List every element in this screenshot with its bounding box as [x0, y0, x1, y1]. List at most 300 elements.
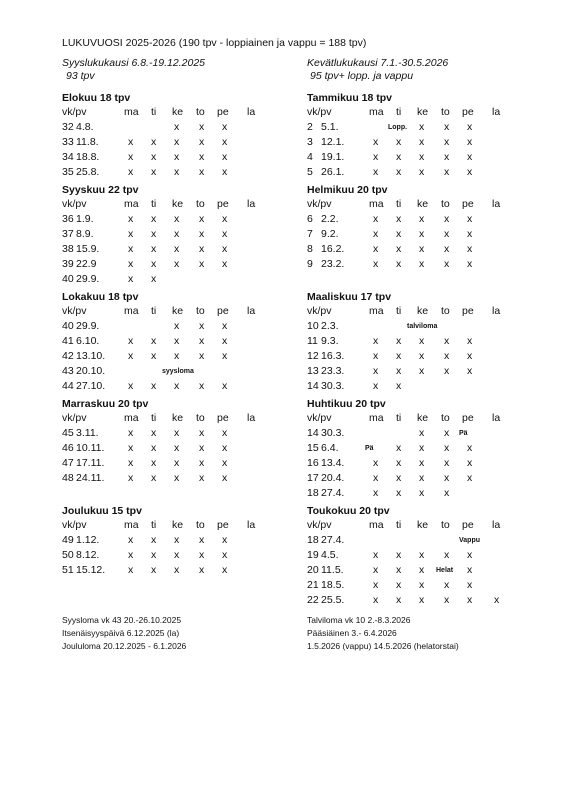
weekday-label: ma [124, 106, 139, 118]
weekday-label: ma [369, 412, 384, 424]
week-row [62, 548, 322, 563]
school-day-mark: x [444, 228, 450, 240]
school-day-mark: x [199, 442, 205, 454]
week-row [62, 456, 322, 471]
weekday-label: ti [396, 198, 402, 210]
month-block [62, 183, 322, 287]
weekday-label: pe [217, 519, 229, 531]
school-day-mark: x [419, 579, 425, 591]
week-row [62, 441, 322, 456]
school-day-mark: x [128, 151, 134, 163]
month-title: Elokuu 18 tpv [62, 92, 131, 104]
weekday-label: ke [172, 412, 184, 424]
week-number: 10 [307, 320, 319, 332]
weekday-label: to [441, 412, 450, 424]
weekday-label: ke [417, 198, 429, 210]
week-number: 43 [62, 365, 74, 377]
school-day-mark: x [222, 472, 228, 484]
week-number: 41 [62, 335, 74, 347]
week-start-date: 13.10. [76, 350, 106, 362]
week-start-date: 23.2. [321, 258, 345, 270]
school-day-mark: x [396, 151, 402, 163]
school-day-mark: x [174, 243, 180, 255]
school-day-mark: x [222, 457, 228, 469]
autumn-term-title: Syyslukukausi 6.8.-19.12.2025 [62, 57, 206, 69]
school-day-mark: x [396, 243, 402, 255]
week-row [62, 533, 322, 548]
week-row [62, 212, 322, 227]
school-day-mark: x [174, 350, 180, 362]
school-day-mark: x [151, 472, 157, 484]
holiday-marker: Lopp. [388, 124, 408, 131]
weekday-label: ke [172, 198, 184, 210]
weekday-label: la [492, 412, 501, 424]
weekday-label: ti [151, 305, 157, 317]
school-day-mark: x [128, 380, 134, 392]
footer-line: Pääsiäinen 3.- 6.4.2026 [307, 628, 397, 638]
school-day-mark: x [419, 487, 425, 499]
week-start-date: 25.5. [321, 594, 345, 606]
school-day-mark: x [199, 121, 205, 133]
school-day-mark: x [174, 457, 180, 469]
school-day-mark: x [444, 213, 450, 225]
week-row [307, 533, 565, 548]
week-start-date: 18.5. [321, 579, 345, 591]
weekday-label: ke [172, 519, 184, 531]
weekday-label: ke [172, 106, 184, 118]
school-day-mark: x [444, 594, 450, 606]
week-number: 46 [62, 442, 74, 454]
week-header [62, 518, 322, 533]
footer-line: Joululoma 20.12.2025 - 6.1.2026 [62, 641, 187, 651]
school-day-mark: x [222, 564, 228, 576]
school-day-mark: x [419, 350, 425, 362]
week-header [62, 105, 322, 120]
school-day-mark: x [222, 335, 228, 347]
school-day-mark: x [222, 213, 228, 225]
school-day-mark: x [199, 549, 205, 561]
week-row [307, 578, 565, 593]
school-day-mark: x [419, 549, 425, 561]
school-day-mark: x [396, 228, 402, 240]
week-row [307, 349, 565, 364]
school-day-mark: x [128, 335, 134, 347]
week-row [307, 548, 565, 563]
month-block [62, 504, 322, 578]
weekday-label: pe [217, 305, 229, 317]
school-day-mark: x [199, 534, 205, 546]
week-row [62, 334, 322, 349]
school-day-mark: x [174, 213, 180, 225]
school-day-mark: x [467, 136, 473, 148]
school-day-mark: x [373, 564, 379, 576]
week-row [307, 120, 565, 135]
week-start-date: 25.8. [76, 166, 100, 178]
week-number: 18 [307, 534, 319, 546]
month-block [62, 397, 322, 486]
school-day-mark: x [419, 228, 425, 240]
weekday-label: la [247, 519, 256, 531]
week-row [307, 165, 565, 180]
week-start-date: 27.4. [321, 487, 345, 499]
week-header [307, 105, 565, 120]
school-day-mark: x [222, 320, 228, 332]
holiday-marker: Vappu [459, 537, 481, 544]
weekday-label: ke [172, 305, 184, 317]
week-number: 14 [307, 380, 319, 392]
week-row [307, 563, 565, 578]
school-day-mark: x [373, 228, 379, 240]
week-row [307, 334, 565, 349]
school-day-mark: x [467, 121, 473, 133]
week-start-date: 2.3. [321, 320, 339, 332]
weekday-label: ti [396, 305, 402, 317]
school-day-mark: x [444, 549, 450, 561]
week-row [307, 379, 565, 394]
weekday-label: la [247, 106, 256, 118]
school-day-mark: x [174, 442, 180, 454]
school-day-mark: x [174, 564, 180, 576]
school-day-mark: x [444, 335, 450, 347]
school-day-mark: x [373, 258, 379, 270]
school-day-mark: x [373, 243, 379, 255]
weekday-label: ma [369, 305, 384, 317]
weekday-label: ti [396, 412, 402, 424]
autumn-holiday-notes [62, 614, 186, 653]
weekday-label: to [196, 198, 205, 210]
week-row [62, 379, 322, 394]
school-day-mark: x [467, 258, 473, 270]
school-day-mark: x [151, 273, 157, 285]
school-day-mark: x [419, 136, 425, 148]
weekday-label: to [196, 519, 205, 531]
week-number: 11 [307, 335, 318, 347]
month-title: Lokakuu 18 tpv [62, 291, 139, 303]
week-row [307, 593, 565, 608]
week-row [307, 441, 565, 456]
week-row [307, 150, 565, 165]
school-day-mark: x [174, 335, 180, 347]
school-day-mark: x [419, 564, 425, 576]
week-row [62, 150, 322, 165]
week-number: 5 [307, 166, 313, 178]
school-day-mark: x [128, 258, 134, 270]
school-day-mark: x [199, 472, 205, 484]
month-title: Maaliskuu 17 tpv [307, 291, 392, 303]
week-row [62, 426, 322, 441]
week-row [62, 165, 322, 180]
week-start-date: 30.3. [321, 427, 345, 439]
week-row [307, 471, 565, 486]
week-start-date: 20.10. [76, 365, 106, 377]
school-day-mark: x [494, 594, 500, 606]
weekday-label: pe [462, 305, 474, 317]
week-number: 50 [62, 549, 74, 561]
week-number: 49 [62, 534, 74, 546]
week-header-label: vk/pv [307, 198, 332, 210]
month-title: Toukokuu 20 tpv [307, 505, 390, 517]
week-header-label: vk/pv [62, 106, 87, 118]
page-title: LUKUVUOSI 2025-2026 (190 tpv - loppiainen ja vappu = 188 tpv) [62, 37, 367, 49]
footer-line: 1.5.2026 (vappu) 14.5.2026 (helatorstai) [307, 641, 459, 651]
school-day-mark: x [199, 427, 205, 439]
school-day-mark: x [174, 427, 180, 439]
week-number: 6 [307, 213, 313, 225]
school-day-mark: x [128, 534, 134, 546]
school-day-mark: x [222, 549, 228, 561]
school-day-mark: x [174, 228, 180, 240]
month-block [62, 91, 322, 180]
week-row [307, 319, 565, 334]
week-start-date: 5.1. [321, 121, 339, 133]
school-day-mark: x [199, 213, 205, 225]
month-block [307, 91, 565, 180]
school-day-mark: x [151, 380, 157, 392]
school-day-mark: x [396, 457, 402, 469]
week-number: 13 [307, 365, 319, 377]
week-start-date: 30.3. [321, 380, 345, 392]
school-day-mark: x [396, 564, 402, 576]
week-number: 42 [62, 350, 74, 362]
school-day-mark: x [419, 151, 425, 163]
school-day-mark: x [174, 320, 180, 332]
school-day-mark: x [373, 457, 379, 469]
school-day-mark: x [373, 335, 379, 347]
school-day-mark: x [467, 442, 473, 454]
school-day-mark: x [151, 151, 157, 163]
week-header [307, 197, 565, 212]
week-start-date: 9.3. [321, 335, 339, 347]
school-day-mark: x [444, 350, 450, 362]
week-start-date: 9.2. [321, 228, 339, 240]
weekday-label: pe [217, 198, 229, 210]
week-start-date: 29.9. [76, 273, 100, 285]
week-start-date: 1.9. [76, 213, 94, 225]
school-day-mark: x [222, 534, 228, 546]
school-day-mark: x [128, 213, 134, 225]
footer-line: Syysloma vk 43 20.-26.10.2025 [62, 615, 182, 625]
week-row [62, 319, 322, 334]
school-day-mark: x [467, 228, 473, 240]
school-day-mark: x [128, 350, 134, 362]
school-day-mark: x [199, 136, 205, 148]
week-start-date: 29.9. [76, 320, 100, 332]
school-day-mark: x [174, 121, 180, 133]
school-day-mark: x [151, 457, 157, 469]
school-day-mark: x [151, 335, 157, 347]
week-row [62, 471, 322, 486]
weekday-label: ke [417, 106, 429, 118]
school-day-mark: x [467, 365, 473, 377]
week-number: 21 [307, 579, 319, 591]
school-day-mark: x [444, 442, 450, 454]
school-day-mark: x [199, 151, 205, 163]
school-day-mark: x [222, 136, 228, 148]
school-day-mark: x [444, 151, 450, 163]
school-day-mark: x [222, 442, 228, 454]
school-day-mark: x [373, 166, 379, 178]
school-day-mark: x [174, 166, 180, 178]
weekday-label: to [441, 198, 450, 210]
school-day-mark: x [373, 549, 379, 561]
week-start-date: 10.11. [76, 442, 105, 454]
week-header-label: vk/pv [307, 305, 332, 317]
holiday-marker: Helat [436, 567, 454, 574]
week-start-date: 27.4. [321, 534, 345, 546]
week-row [62, 563, 322, 578]
month-title: Helmikuu 20 tpv [307, 184, 388, 196]
school-day-mark: x [373, 365, 379, 377]
school-day-mark: x [199, 350, 205, 362]
week-start-date: 17.11. [76, 457, 105, 469]
week-number: 9 [307, 258, 313, 270]
week-row [62, 135, 322, 150]
week-number: 39 [62, 258, 74, 270]
school-day-mark: x [373, 487, 379, 499]
week-row [307, 257, 565, 272]
school-day-mark: x [128, 472, 134, 484]
school-day-mark: x [444, 365, 450, 377]
school-day-mark: x [467, 579, 473, 591]
week-header-label: vk/pv [307, 412, 332, 424]
school-day-mark: x [396, 579, 402, 591]
weekday-label: to [441, 106, 450, 118]
week-start-date: 8.9. [76, 228, 94, 240]
weekday-label: ke [417, 519, 429, 531]
school-day-mark: x [419, 457, 425, 469]
month-block [62, 290, 322, 394]
week-number: 4 [307, 151, 313, 163]
school-day-mark: x [222, 166, 228, 178]
school-day-mark: x [373, 579, 379, 591]
month-title: Marraskuu 20 tpv [62, 398, 149, 410]
school-day-mark: x [151, 258, 157, 270]
week-number: 40 [62, 320, 74, 332]
school-day-mark: x [419, 335, 425, 347]
school-day-mark: x [222, 380, 228, 392]
school-day-mark: x [444, 427, 450, 439]
weekday-label: ti [151, 519, 157, 531]
week-start-date: 13.4. [321, 457, 345, 469]
weekday-label: pe [462, 519, 474, 531]
week-number: 22 [307, 594, 319, 606]
week-start-date: 8.12. [76, 549, 100, 561]
weekday-label: la [247, 305, 256, 317]
school-day-mark: x [467, 549, 473, 561]
weekday-label: to [196, 106, 205, 118]
weekday-label: ma [369, 519, 384, 531]
weekday-label: ma [124, 412, 139, 424]
week-row [307, 135, 565, 150]
weekday-label: ke [417, 412, 429, 424]
month-block [307, 183, 565, 272]
holiday-marker: Pä [459, 430, 468, 437]
week-start-date: 12.1. [321, 136, 345, 148]
school-day-mark: x [419, 472, 425, 484]
week-start-date: 2.2. [321, 213, 339, 225]
school-day-mark: x [373, 213, 379, 225]
week-number: 8 [307, 243, 313, 255]
week-start-date: 6.10. [76, 335, 100, 347]
school-day-mark: x [396, 442, 402, 454]
school-day-mark: x [199, 166, 205, 178]
school-day-mark: x [128, 243, 134, 255]
school-day-mark: x [467, 457, 473, 469]
holiday-marker: Pä [365, 445, 374, 452]
weekday-label: la [247, 198, 256, 210]
footer-line: Talviloma vk 10 2.-8.3.2026 [307, 615, 411, 625]
school-day-mark: x [396, 487, 402, 499]
weekday-label: ma [369, 198, 384, 210]
school-day-mark: x [467, 564, 473, 576]
school-day-mark: x [199, 335, 205, 347]
school-day-mark: x [467, 151, 473, 163]
school-day-mark: x [419, 213, 425, 225]
school-day-mark: x [419, 258, 425, 270]
school-day-mark: x [151, 442, 157, 454]
week-number: 37 [62, 228, 74, 240]
week-start-date: 16.3. [321, 350, 345, 362]
school-day-mark: x [396, 350, 402, 362]
week-start-date: 27.10. [76, 380, 106, 392]
school-day-mark: x [396, 166, 402, 178]
week-row [62, 257, 322, 272]
school-day-mark: x [199, 243, 205, 255]
school-day-mark: x [151, 549, 157, 561]
week-start-date: 11.5. [321, 564, 344, 576]
school-day-mark: x [199, 320, 205, 332]
school-day-mark: x [444, 166, 450, 178]
holiday-label: syysloma [162, 368, 194, 375]
week-number: 20 [307, 564, 319, 576]
school-day-mark: x [467, 350, 473, 362]
week-header-label: vk/pv [62, 198, 87, 210]
weekday-label: to [196, 305, 205, 317]
school-day-mark: x [128, 136, 134, 148]
school-day-mark: x [419, 166, 425, 178]
week-start-date: 22.9 [76, 258, 97, 270]
weekday-label: ti [151, 198, 157, 210]
week-start-date: 6.4. [321, 442, 339, 454]
week-row [307, 486, 565, 501]
school-day-mark: x [128, 273, 134, 285]
school-day-mark: x [373, 380, 379, 392]
week-number: 51 [62, 564, 74, 576]
school-day-mark: x [373, 136, 379, 148]
school-day-mark: x [222, 243, 228, 255]
week-number: 38 [62, 243, 74, 255]
school-day-mark: x [444, 472, 450, 484]
week-number: 45 [62, 427, 74, 439]
school-day-mark: x [128, 166, 134, 178]
school-day-mark: x [396, 258, 402, 270]
school-day-mark: x [396, 136, 402, 148]
school-day-mark: x [444, 457, 450, 469]
week-number: 18 [307, 487, 319, 499]
weekday-label: ti [396, 519, 402, 531]
school-day-mark: x [128, 564, 134, 576]
week-number: 47 [62, 457, 74, 469]
school-day-mark: x [444, 136, 450, 148]
week-start-date: 16.2. [321, 243, 345, 255]
week-row [307, 456, 565, 471]
school-day-mark: x [128, 228, 134, 240]
week-header-label: vk/pv [62, 305, 87, 317]
weekday-label: to [441, 305, 450, 317]
school-day-mark: x [444, 121, 450, 133]
school-day-mark: x [151, 534, 157, 546]
school-day-mark: x [444, 487, 450, 499]
